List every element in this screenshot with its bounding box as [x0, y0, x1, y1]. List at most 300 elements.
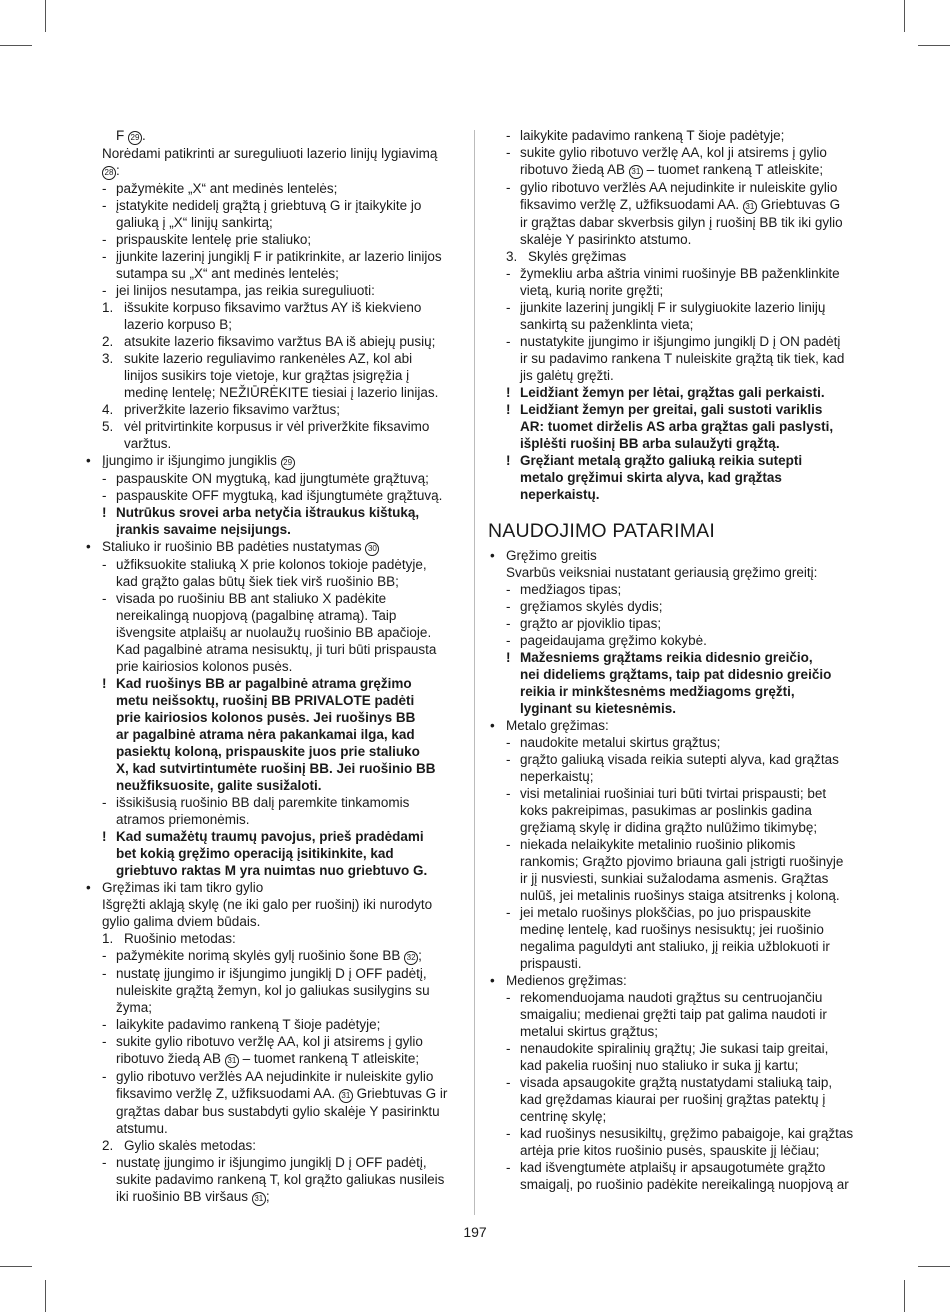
list-item-continuation: [488, 282, 872, 299]
line-text: Leidžiant žemyn per lėtai, grąžtas gali perkaisti.: [520, 385, 825, 400]
line-text: fiksavimo veržlę Z, užfiksuodami AA.: [520, 197, 743, 212]
warning-line: [84, 828, 468, 845]
dash-mark: -: [506, 300, 511, 315]
figure-reference-circle: 29: [281, 456, 295, 470]
figure-reference-circle: 28: [102, 166, 116, 180]
line-text: lazerio korpuso B;: [124, 317, 233, 332]
line-text: rekomenduojama naudoti grąžtus su centruojančiu: [520, 990, 823, 1005]
line-text: Svarbūs veiksniai nustatant geriausią gręžimo greitį:: [506, 565, 818, 580]
dash-mark: -: [102, 198, 107, 213]
line-text: laikykite padavimo rankeną T šioje padėtyje;: [520, 128, 785, 143]
line-text: Gręžimo greitis: [506, 548, 597, 563]
line-text: jei metalo ruošinys plokščias, po juo prispauskite: [520, 905, 812, 920]
bullet-mark: •: [86, 880, 91, 895]
bullet-mark: •: [86, 453, 91, 468]
dash-mark: -: [506, 582, 511, 597]
line-text: bet kokią gręžimo operaciją įsitikinkite, kad: [116, 846, 394, 861]
line-text: visi metaliniai ruošiniai turi būti tvirtai prispausti; bet: [520, 786, 827, 801]
line-text: reikia ir minkštesnėms medžiagoms gręžti,: [520, 684, 795, 699]
list-item-continuation: [488, 231, 872, 248]
dash-mark: -: [102, 591, 107, 606]
numbered-item-continuation: [84, 384, 468, 401]
dash-mark: -: [102, 966, 107, 981]
figure-reference-circle: 31: [252, 1192, 266, 1206]
numbered-item: [84, 1137, 468, 1154]
line-text: visada apsaugokite grąžtą nustatydami staliuką taip,: [520, 1075, 833, 1090]
dash-list-item: [84, 556, 468, 573]
dash-list-item: [84, 1033, 468, 1050]
line-text: linijos susikirs toje vietoje, kur grąžtas įsigręžia į: [124, 368, 410, 383]
line-text: X, kad sutvirtintumėte ruošinį BB. Jei ruošinio BB: [116, 761, 436, 776]
dash-mark: -: [102, 795, 107, 810]
line-text: nustatę įjungimo ir išjungimo jungiklį D į OFF padėtį,: [116, 966, 427, 981]
line-text: gylio galima dviem būdais.: [102, 914, 261, 929]
warning-mark: !: [506, 650, 511, 665]
line-text: metalo gręžimui skirta alyva, kad grąžtas: [520, 470, 782, 485]
line-text: ir su padavimo rankena T nuleiskite grąžtą tik tiek, kad: [520, 351, 845, 366]
line-text: sukite lazerio reguliavimo rankenėles AZ, kol abi: [124, 351, 413, 366]
line-text: centrinę skylę;: [520, 1109, 607, 1124]
line-text: Gylio skalės metodas:: [124, 1138, 257, 1153]
crop-mark: [918, 45, 950, 46]
line-text: griebtuvo raktas M yra nuimtas nuo griebtuvo G.: [116, 863, 428, 878]
line-text: prie kairiosios kolonos pusės. Jei ruošinys BB: [116, 710, 416, 725]
line-text: skalėje Y pasirinkto atstumo.: [520, 232, 692, 247]
line-text: AR: tuomet dirželis AS arba grąžtas gali paslysti,: [520, 419, 834, 434]
line-text: Ruošinio metodas:: [124, 931, 236, 946]
line-text: įjunkite lazerinį jungiklį F ir patikrinkite, ar lazerio linijos: [116, 249, 442, 264]
line-text: grąžtas dabar bus sustabdyti gylio skalėje Y pasirinktu: [116, 1104, 440, 1119]
dash-mark: -: [102, 232, 107, 247]
line-text: sukite gylio ribotuvo veržlę AA, kol ji atsirems į gylio: [116, 1034, 423, 1049]
line-text: gylio ribotuvo veržlės AA nejudinkite ir nuleiskite gylio: [116, 1069, 434, 1084]
line-text: Kad ruošinys BB ar pagalbinė atrama gręžimo: [116, 676, 412, 691]
warning-mark: !: [506, 385, 511, 400]
section-heading: NAUDOJIMO PATARIMAI: [488, 520, 715, 542]
dash-list-item: [488, 1159, 872, 1176]
crop-mark: [904, 1280, 905, 1312]
paragraph-line: [84, 896, 468, 913]
line-text: Kad sumažėtų traumų pavojus, prieš pradėdami: [116, 829, 424, 844]
list-item-continuation: [84, 1050, 468, 1068]
dash-mark: -: [102, 249, 107, 264]
dash-list-item: [84, 590, 468, 607]
figure-reference-circle: 31: [339, 1089, 353, 1103]
warning-continuation: [84, 760, 468, 777]
dash-list-item: [84, 1016, 468, 1033]
dash-list-item: [488, 904, 872, 921]
paragraph-line: [84, 162, 468, 180]
line-text: visada po ruošiniu BB ant staliuko X padėkite: [116, 591, 387, 606]
warning-continuation: [84, 726, 468, 743]
list-item-continuation: [84, 1171, 468, 1188]
line-text: nenaudokite spiralinių grąžtų; Jie sukasi taip greitai,: [520, 1041, 829, 1056]
line-text-tail: ;: [265, 1189, 270, 1204]
line-text: įjunkite lazerinį jungiklį F ir sulygiuokite lazerio linijų: [520, 300, 826, 315]
dash-list-item: [488, 333, 872, 350]
line-text: kad išvengtumėte atplaišų ir apsaugotumėte grąžto: [520, 1160, 826, 1175]
warning-line: [488, 384, 872, 401]
line-text-tail: – tuomet rankeną T atleiskite;: [238, 1051, 420, 1066]
list-item-continuation: [488, 887, 872, 904]
line-text: gręžiamą skylę ir didina grąžto nulūžimo tikimybę;: [520, 820, 818, 835]
page-number: 197: [463, 1224, 487, 1240]
dash-mark: -: [506, 266, 511, 281]
dash-list-item: [488, 299, 872, 316]
dash-mark: -: [506, 1041, 511, 1056]
dash-list-item: [84, 1068, 468, 1085]
line-text: metalui skirtus grąžtus;: [520, 1024, 659, 1039]
line-text: išsukite korpuso fiksavimo varžtus AY iš kiekvieno: [124, 300, 422, 315]
list-item-continuation: [488, 870, 872, 887]
paragraph-line: [488, 564, 872, 581]
list-item-continuation: [84, 999, 468, 1016]
list-item-continuation: [488, 921, 872, 938]
item-number: 3.: [102, 351, 114, 366]
dash-mark: -: [102, 471, 107, 486]
dash-mark: -: [506, 599, 511, 614]
list-item-continuation: [488, 1006, 872, 1023]
line-text: įrankis savaime neįsijungs.: [116, 522, 291, 537]
dash-mark: -: [506, 1160, 511, 1175]
list-item-continuation: [488, 350, 872, 367]
dash-list-item: [84, 1154, 468, 1171]
list-item-continuation: [488, 1176, 872, 1193]
numbered-item: [84, 418, 468, 435]
dash-mark: -: [506, 128, 511, 143]
crop-mark: [0, 45, 32, 46]
line-text: priveržkite lazerio fiksavimo varžtus;: [124, 402, 341, 417]
line-text: išvengsite atplaišų ar nuolaužų ruošinio BB apačioje.: [116, 625, 432, 640]
dash-mark: -: [506, 905, 511, 920]
line-text: jei linijos nesutampa, jas reikia sureguliuoti:: [116, 283, 375, 298]
list-item-continuation: [488, 1142, 872, 1159]
dash-list-item: [84, 794, 468, 811]
list-item-continuation: [488, 1023, 872, 1040]
list-item-continuation: [488, 367, 872, 384]
list-item-continuation: [84, 1120, 468, 1137]
line-text: ribotuvo žiedą AB: [520, 162, 629, 177]
list-item-continuation: [488, 802, 872, 819]
warning-continuation: [84, 862, 468, 879]
dash-list-item: [488, 632, 872, 649]
line-text-tail: .: [142, 128, 146, 143]
line-text: grąžto ar pjoviklio tipas;: [520, 616, 662, 631]
list-item-continuation: [84, 607, 468, 624]
figure-reference-circle: 32: [404, 951, 418, 965]
line-text: užfiksuokite staliuką X prie kolonos tokioje padėtyje,: [116, 557, 427, 572]
line-text: Leidžiant žemyn per greitai, gali sustoti variklis: [520, 402, 823, 417]
line-text: laikykite padavimo rankeną T šioje padėtyje;: [116, 1017, 381, 1032]
warning-continuation: [84, 692, 468, 709]
list-item-continuation: [488, 1108, 872, 1125]
line-text-tail: – tuomet rankeną T atleiskite;: [642, 162, 824, 177]
line-text: kad ruošinys nesusikiltų, gręžimo pabaigoje, kai grąžtas: [520, 1126, 854, 1141]
line-text: medinę lentelę; NEŽIŪRĖKITE tiesiai į lazerio linijas.: [124, 385, 439, 400]
line-text: koks pakreipimas, pasukimas ar poslinkis gadina: [520, 803, 812, 818]
line-text-tail: Griebtuvas G ir: [352, 1086, 448, 1101]
line-text: sutampa su „X“ ant medinės lentelės;: [116, 266, 339, 281]
warning-continuation: [488, 486, 872, 503]
dash-mark: -: [102, 1017, 107, 1032]
dash-mark: -: [506, 334, 511, 349]
dash-list-item: [84, 947, 468, 965]
warning-continuation: [84, 845, 468, 862]
dash-list-item: [488, 751, 872, 768]
line-text: išsikišusią ruošinio BB dalį paremkite tinkamomis: [116, 795, 410, 810]
line-text: Įjungimo ir išjungimo jungiklis: [102, 453, 281, 468]
line-text: lyginant su kietesnėmis.: [520, 701, 677, 716]
line-text: pažymėkite „X“ ant medinės lentelės;: [116, 181, 338, 196]
column-divider: [474, 130, 475, 1215]
line-text: medžiagos tipas;: [520, 582, 622, 597]
bullet-item: [488, 717, 872, 734]
paragraph-line: [84, 913, 468, 930]
list-item-continuation: [488, 214, 872, 231]
crop-mark: [0, 1266, 32, 1267]
dash-mark: -: [506, 633, 511, 648]
line-text: pageidaujama gręžimo kokybė.: [520, 633, 707, 648]
line-text: smaigaliu; medienai gręžti taip pat galima naudoti ir: [520, 1007, 827, 1022]
numbered-item: [84, 299, 468, 316]
dash-list-item: [84, 282, 468, 299]
line-text: metu neišsoktų, ruošinį BB PRIVALOTE padėti: [116, 693, 415, 708]
crop-mark: [918, 1266, 950, 1267]
dash-mark: -: [102, 1034, 107, 1049]
dash-mark: -: [102, 488, 107, 503]
dash-mark: -: [506, 145, 511, 160]
list-item-continuation: [84, 1085, 468, 1103]
line-text: Gręžiant metalą grąžto galiuką reikia sutepti: [520, 453, 803, 468]
line-text: kad grąžto galas būtų šiek tiek virš ruošinio BB;: [116, 574, 399, 589]
line-text: galiuką į „X“ linijų sankirtą;: [116, 215, 273, 230]
dash-list-item: [488, 1125, 872, 1142]
dash-list-item: [84, 197, 468, 214]
dash-list-item: [84, 231, 468, 248]
line-text: paspauskite OFF mygtuką, kad išjungtumėte grąžtuvą.: [116, 488, 443, 503]
list-item-continuation: [84, 811, 468, 828]
warning-line: [84, 504, 468, 521]
dash-list-item: [488, 734, 872, 751]
line-text: gręžiamos skylės dydis;: [520, 599, 663, 614]
warning-continuation: [488, 469, 872, 486]
line-text: artėja prie kitos ruošinio pusės, spauskite jį lėčiau;: [520, 1143, 820, 1158]
list-item-continuation: [84, 641, 468, 658]
item-number: 2.: [102, 1138, 114, 1153]
item-number: 1.: [102, 931, 114, 946]
item-number: 5.: [102, 419, 114, 434]
line-text: jis galėtų gręžti.: [520, 368, 614, 383]
line-text: nustatykite įjungimo ir išjungimo jungiklį D į ON padėtį: [520, 334, 841, 349]
line-text: Išgręžti akląją skylę (ne iki galo per ruošinį) iki nurodyto: [102, 897, 433, 912]
line-text: pažymėkite norimą skylės gylį ruošinio šone BB: [116, 948, 405, 963]
list-item-continuation: [488, 955, 872, 972]
dash-list-item: [488, 836, 872, 853]
line-text: sukite gylio ribotuvo veržlę AA, kol ji atsirems į gylio: [520, 145, 827, 160]
list-item-continuation: [488, 196, 872, 214]
warning-mark: !: [102, 676, 107, 691]
dash-mark: -: [102, 283, 107, 298]
crop-mark: [904, 0, 905, 32]
figure-reference-circle: 31: [225, 1054, 239, 1068]
dash-mark: -: [102, 1069, 107, 1084]
dash-mark: -: [506, 180, 511, 195]
line-text: prie kairiosios kolonos pusės.: [116, 659, 293, 674]
dash-list-item: [488, 265, 872, 282]
bullet-item: [488, 547, 872, 564]
line-text: prispauskite lentelę prie staliuko;: [116, 232, 312, 247]
bullet-mark: •: [490, 718, 495, 733]
figure-reference-circle: 29: [128, 131, 142, 145]
line-text-tail: Griebtuvas G: [756, 197, 841, 212]
item-number: 2.: [102, 334, 114, 349]
dash-mark: -: [102, 557, 107, 572]
line-text: neperkaistų.: [520, 487, 600, 502]
line-text: atstumu.: [116, 1121, 168, 1136]
warning-line: [488, 649, 872, 666]
line-text: Gręžimas iki tam tikro gylio: [102, 880, 264, 895]
line-text: ir jį nusviesti, sunkiai sužalodama asmenis. Grąžtas: [520, 871, 829, 886]
item-number: 1.: [102, 300, 114, 315]
dash-list-item: [488, 598, 872, 615]
line-text: Medienos gręžimas:: [506, 973, 627, 988]
dash-list-item: [488, 989, 872, 1006]
line-text: nei dideliems grąžtams, taip pat didesnio greičio: [520, 667, 832, 682]
warning-continuation: [488, 683, 872, 700]
line-text: išplėšti ruošinį BB arba sulaužyti grąžtą.: [520, 436, 780, 451]
warning-continuation: [488, 418, 872, 435]
warning-line: [488, 452, 872, 469]
bullet-mark: •: [86, 539, 91, 554]
dash-list-item: [84, 248, 468, 265]
warning-line: [488, 401, 872, 418]
dash-mark: -: [506, 990, 511, 1005]
dash-list-item: [84, 965, 468, 982]
numbered-item: [84, 401, 468, 418]
list-item-continuation: [488, 161, 872, 179]
dash-list-item: [84, 487, 468, 504]
dash-list-item: [488, 179, 872, 196]
warning-continuation: [488, 435, 872, 452]
line-text: Nutrūkus srovei arba netyčia ištraukus kištuką,: [116, 505, 420, 520]
list-item-continuation: [84, 658, 468, 675]
list-item-continuation: [84, 214, 468, 231]
numbered-item: [84, 350, 468, 367]
dash-mark: -: [506, 616, 511, 631]
line-text: sukite padavimo rankeną T, kol grąžto galiukas nusileis: [116, 1172, 445, 1187]
dash-list-item: [488, 785, 872, 802]
dash-mark: -: [506, 1075, 511, 1090]
left-column: [84, 127, 468, 1206]
warning-mark: !: [506, 402, 511, 417]
dash-list-item: [84, 470, 468, 487]
numbered-item: [488, 248, 872, 265]
numbered-item-continuation: [84, 316, 468, 333]
dash-mark: -: [102, 181, 107, 196]
dash-list-item: [488, 1040, 872, 1057]
line-text-tail: :: [116, 163, 120, 178]
numbered-item-continuation: [84, 367, 468, 384]
warning-continuation: [488, 666, 872, 683]
line-text: nulūš, jei metalinis ruošinys staiga atsitrenks į koloną.: [520, 888, 840, 903]
list-item-continuation: [488, 853, 872, 870]
numbered-item-continuation: [84, 435, 468, 452]
item-number: 3.: [506, 249, 518, 264]
list-item-continuation: [488, 819, 872, 836]
list-item-continuation: [84, 982, 468, 999]
warning-continuation: [84, 743, 468, 760]
line-text: nustatę įjungimo ir išjungimo jungiklį D į OFF padėtį,: [116, 1155, 427, 1170]
right-column: [488, 127, 872, 1193]
list-item-continuation: [488, 316, 872, 333]
line-text: gylio ribotuvo veržlės AA nejudinkite ir nuleiskite gylio: [520, 180, 838, 195]
numbered-item: [84, 333, 468, 350]
dash-mark: -: [506, 752, 511, 767]
bullet-mark: •: [490, 973, 495, 988]
dash-mark: -: [506, 837, 511, 852]
line-text: įstatykite nedidelį grąžtą į griebtuvą G ir įtaikykite jo: [116, 198, 422, 213]
line-text: naudokite metalui skirtus grąžtus;: [520, 735, 721, 750]
crop-mark: [45, 0, 46, 32]
line-text: kad pakelia ruošinį nuo staliuko ir suka jį kartu;: [520, 1058, 799, 1073]
line-text: nereikalingą nuopjovą (pagalbinę atramą). Taip: [116, 608, 397, 623]
line-text: medinę lentelę, kad ruošinys nesisuktų; jei ruošinio: [520, 922, 824, 937]
line-text: Mažesniems grąžtams reikia didesnio greičio,: [520, 650, 813, 665]
figure-reference-circle: 30: [365, 542, 379, 556]
line-text: varžtus.: [124, 436, 172, 451]
dash-mark: -: [506, 735, 511, 750]
dash-list-item: [488, 144, 872, 161]
line-text: Staliuko ir ruošinio BB padėties nustatymas: [102, 539, 366, 554]
warning-continuation: [84, 709, 468, 726]
line-text: pasiektų koloną, prispauskite juos prie staliuko: [116, 744, 420, 759]
dash-mark: -: [506, 1126, 511, 1141]
warning-continuation: [84, 777, 468, 794]
figure-reference-circle: 31: [743, 200, 757, 214]
bullet-item: [84, 538, 468, 556]
paragraph-line: [84, 127, 468, 145]
line-text: niekada nelaikykite metalinio ruošinio plikomis: [520, 837, 796, 852]
paragraph-line: [84, 145, 468, 162]
warning-continuation: [488, 700, 872, 717]
numbered-item: [84, 930, 468, 947]
dash-mark: -: [102, 948, 107, 963]
dash-mark: -: [506, 786, 511, 801]
line-text: atsukite lazerio fiksavimo varžtus BA iš abiejų pusių;: [124, 334, 436, 349]
list-item-continuation: [84, 573, 468, 590]
dash-mark: -: [102, 1155, 107, 1170]
dash-list-item: [488, 615, 872, 632]
line-text: paspauskite ON mygtuką, kad įjungtumėte grąžtuvą;: [116, 471, 429, 486]
list-item-continuation: [84, 624, 468, 641]
line-text: fiksavimo veržlę Z, užfiksuodami AA.: [116, 1086, 339, 1101]
figure-reference-circle: 31: [629, 165, 643, 179]
bullet-item: [488, 972, 872, 989]
line-text: vėl pritvirtinkite korpusus ir vėl priveržkite fiksavimo: [124, 419, 430, 434]
line-text: grąžto galiuką visada reikia sutepti alyva, kad grąžtas: [520, 752, 839, 767]
line-text: atramos priemonėmis.: [116, 812, 250, 827]
bullet-item: [84, 879, 468, 896]
bullet-item: [84, 452, 468, 470]
line-text: neperkaistų;: [520, 769, 594, 784]
line-text: vietą, kurią norite gręžti;: [520, 283, 664, 298]
line-text: ir grąžtas dabar skverbsis gilyn į ruošinį BB tik iki gylio: [520, 215, 843, 230]
dash-list-item: [488, 581, 872, 598]
line-text: kad gręždamas kiaurai per ruošinį grąžtas patektų į: [520, 1092, 826, 1107]
dash-list-item: [488, 1074, 872, 1091]
list-item-continuation: [488, 768, 872, 785]
line-text: rankomis; Grąžto pjovimo briauna gali įstrigti ruošinyje: [520, 854, 844, 869]
